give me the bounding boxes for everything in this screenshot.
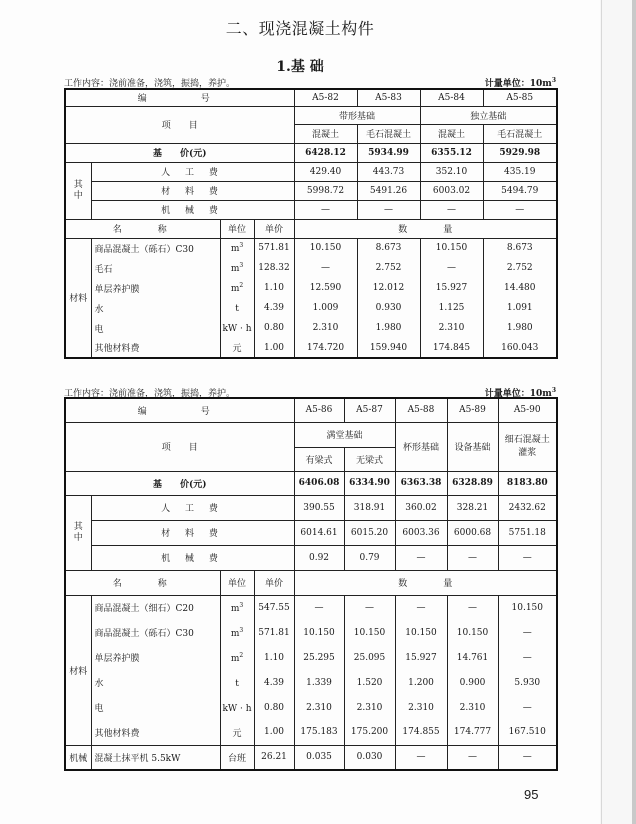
material-group-label: 机械	[65, 745, 91, 770]
quantity-cell: 8.673	[357, 238, 420, 258]
col-name-header: 名 称	[65, 219, 220, 238]
quantity-cell: —	[420, 258, 483, 278]
material-row	[65, 258, 557, 278]
material-group-label: 材料	[65, 595, 91, 745]
cost-cell: —	[395, 545, 447, 570]
cost-cell: —	[420, 200, 483, 219]
unit-text: m	[230, 653, 240, 664]
base-price-cell: 5934.99	[357, 143, 420, 162]
cost-label: 人 工 费	[91, 495, 294, 520]
col-name-header: 名 称	[65, 570, 220, 595]
cost-cell: 429.40	[294, 162, 357, 181]
material-price: 571.81	[254, 620, 294, 645]
subitem-cell: 有梁式	[294, 447, 344, 471]
unit-label: 计量单位：10m	[484, 79, 552, 89]
quantity-cell: 14.761	[447, 645, 498, 670]
quantity-cell: 1.339	[294, 670, 344, 695]
quota-table-1	[64, 88, 558, 359]
unit-text: m	[230, 628, 240, 639]
subitem-cell: 混凝土	[420, 124, 483, 143]
quantity-cell: 174.855	[395, 720, 447, 745]
unit-sup: 3	[239, 262, 244, 269]
of-which-text: 其中	[73, 521, 83, 543]
quantity-cell: 160.043	[483, 338, 557, 358]
quantity-cell: 2.310	[294, 695, 344, 720]
quantity-cell: —	[498, 695, 557, 720]
cost-cell: 6015.20	[344, 520, 395, 545]
code-cell: A5-82	[294, 89, 357, 106]
material-name: 单层养护膜	[91, 278, 220, 298]
material-row	[65, 298, 557, 318]
material-row	[65, 745, 557, 770]
cost-row	[65, 520, 557, 545]
quantity-cell: 0.900	[447, 670, 498, 695]
quantity-cell: 10.150	[420, 238, 483, 258]
material-price: 571.81	[254, 238, 294, 258]
material-unit	[220, 595, 254, 620]
quantity-cell: —	[395, 595, 447, 620]
material-unit	[220, 258, 254, 278]
quantity-cell: 2.310	[420, 318, 483, 338]
cost-row	[65, 162, 557, 181]
material-price: 4.39	[254, 298, 294, 318]
col-price-header: 单价	[254, 570, 294, 595]
code-cell: A5-90	[498, 398, 557, 422]
cost-cell: 352.10	[420, 162, 483, 181]
cost-cell: —	[483, 200, 557, 219]
cost-cell: 318.91	[344, 495, 395, 520]
cost-cell: 328.21	[447, 495, 498, 520]
base-price-cell: 5929.98	[483, 143, 557, 162]
single-item-cell: 杯形基础	[395, 422, 447, 471]
cost-cell: 443.73	[357, 162, 420, 181]
quantity-cell: 174.720	[294, 338, 357, 358]
material-price: 547.55	[254, 595, 294, 620]
code-cell: A5-88	[395, 398, 447, 422]
single-item-cell: 设备基础	[447, 422, 498, 471]
quantity-cell: 10.150	[294, 238, 357, 258]
quantity-cell: 15.927	[395, 645, 447, 670]
cost-label: 材 料 费	[91, 520, 294, 545]
quantity-cell: 10.150	[447, 620, 498, 645]
material-name: 电	[91, 695, 220, 720]
material-unit	[220, 720, 254, 745]
item-label: 项 目	[65, 422, 294, 471]
unit-sup: 3	[239, 601, 244, 609]
base-price-cell: 6334.90	[344, 471, 395, 495]
subitem-cell: 混凝土	[294, 124, 357, 143]
material-name: 水	[91, 670, 220, 695]
base-price-cell: 6428.12	[294, 143, 357, 162]
unit-sup: 2	[239, 651, 244, 659]
chapter-title: 二、现浇混凝土构件	[225, 19, 375, 38]
base-price-cell: 6406.08	[294, 471, 344, 495]
group-cell: 带形基础	[294, 106, 420, 124]
quantity-cell: 1.009	[294, 298, 357, 318]
material-name: 其他材料费	[91, 720, 220, 745]
material-name: 商品混凝土（细石）C20	[91, 595, 220, 620]
page-edge	[600, 0, 636, 824]
unit-text: m	[230, 603, 240, 614]
quantity-cell: 25.295	[294, 645, 344, 670]
material-name: 电	[91, 318, 220, 338]
subitem-cell: 无梁式	[344, 447, 395, 471]
cost-cell: —	[447, 545, 498, 570]
item-label: 项 目	[65, 106, 294, 143]
unit-sup: 3	[551, 387, 556, 394]
unit-text: kW · h	[222, 324, 252, 334]
column-header-row	[65, 219, 557, 238]
quantity-cell: 10.150	[344, 620, 395, 645]
base-price-label: 基 价(元)	[65, 471, 294, 495]
unit-sup: 3	[239, 626, 244, 634]
unit-sup: 3	[551, 77, 556, 84]
cost-cell: 5494.79	[483, 181, 557, 200]
code-label: 编 号	[65, 89, 294, 106]
quantity-cell: 174.777	[447, 720, 498, 745]
work-content: 工作内容：浇前准备，浇筑，振捣，养护。	[64, 79, 236, 89]
quantity-cell: 0.930	[357, 298, 420, 318]
code-cell: A5-85	[483, 89, 557, 106]
material-name: 水	[91, 298, 220, 318]
unit-text: m	[230, 264, 240, 274]
quantity-cell: 2.752	[483, 258, 557, 278]
material-unit	[220, 670, 254, 695]
material-name: 商品混凝土（砾石）C30	[91, 620, 220, 645]
work-content: 工作内容：浇前准备，浇筑，振捣，养护。	[64, 389, 236, 399]
group-row	[65, 106, 557, 124]
code-row	[65, 89, 557, 106]
cost-cell: —	[498, 545, 557, 570]
single-item-line: 灌浆	[518, 447, 537, 458]
unit-sup: 3	[239, 242, 244, 250]
base-price-row	[65, 471, 557, 495]
cost-cell: 5491.26	[357, 181, 420, 200]
material-price: 1.10	[254, 645, 294, 670]
code-cell: A5-84	[420, 89, 483, 106]
base-price-cell: 6355.12	[420, 143, 483, 162]
quantity-cell: 175.200	[344, 720, 395, 745]
material-name: 其他材料费	[91, 338, 220, 358]
material-unit	[220, 318, 254, 338]
cost-label: 机 械 费	[91, 200, 294, 219]
material-price: 1.10	[254, 278, 294, 298]
unit-text: m	[230, 244, 240, 255]
cost-cell: 6014.61	[294, 520, 344, 545]
material-name: 商品混凝土（砾石）C30	[91, 238, 220, 258]
code-cell: A5-86	[294, 398, 344, 422]
col-unit-header: 单位	[220, 219, 254, 238]
cost-cell: 390.55	[294, 495, 344, 520]
unit-text: kW · h	[222, 703, 252, 714]
code-label: 编 号	[65, 398, 294, 422]
quantity-cell: 12.012	[357, 278, 420, 298]
unit-sup: 2	[239, 282, 244, 289]
quantity-cell: 159.940	[357, 338, 420, 358]
quantity-cell: 0.035	[294, 745, 344, 770]
single-item-cell	[498, 422, 557, 471]
material-unit	[220, 278, 254, 298]
col-unit-header: 单位	[220, 570, 254, 595]
material-unit	[220, 695, 254, 720]
material-name: 混凝土抹平机 5.5kW	[91, 745, 220, 770]
material-price: 128.32	[254, 258, 294, 278]
material-row	[65, 645, 557, 670]
material-price: 4.39	[254, 670, 294, 695]
subitem-cell: 毛石混凝土	[357, 124, 420, 143]
quantity-cell: 2.752	[357, 258, 420, 278]
material-name: 毛石	[91, 258, 220, 278]
quantity-cell: 10.150	[294, 620, 344, 645]
material-row	[65, 278, 557, 298]
quantity-cell: —	[395, 745, 447, 770]
quota-table-2	[64, 397, 558, 771]
cost-cell: —	[294, 200, 357, 219]
cost-row	[65, 200, 557, 219]
quantity-cell: 167.510	[498, 720, 557, 745]
cost-cell: 6003.02	[420, 181, 483, 200]
group-cell: 满堂基础	[294, 422, 395, 447]
base-price-row	[65, 143, 557, 162]
group-row	[65, 422, 557, 447]
quantity-cell: 1.125	[420, 298, 483, 318]
unit-text: t	[235, 304, 239, 314]
material-price: 1.00	[254, 720, 294, 745]
material-name: 单层养护膜	[91, 645, 220, 670]
material-unit	[220, 298, 254, 318]
code-cell: A5-89	[447, 398, 498, 422]
base-price-cell: 8183.80	[498, 471, 557, 495]
material-unit	[220, 745, 254, 770]
subitem-cell: 毛石混凝土	[483, 124, 557, 143]
material-unit	[220, 645, 254, 670]
cost-cell: 435.19	[483, 162, 557, 181]
material-unit	[220, 338, 254, 358]
material-price: 0.80	[254, 318, 294, 338]
unit-text: 元	[232, 344, 242, 354]
col-qty-header: 数 量	[294, 570, 557, 595]
material-unit	[220, 620, 254, 645]
cost-cell: 5998.72	[294, 181, 357, 200]
cost-row	[65, 495, 557, 520]
col-qty-header: 数 量	[294, 219, 557, 238]
unit-text: 台班	[227, 753, 246, 764]
quantity-cell: 8.673	[483, 238, 557, 258]
quantity-cell: 2.310	[447, 695, 498, 720]
cost-cell: —	[357, 200, 420, 219]
material-row	[65, 338, 557, 358]
material-row	[65, 318, 557, 338]
code-row	[65, 398, 557, 422]
quantity-cell: 2.310	[294, 318, 357, 338]
quantity-cell: 1.980	[483, 318, 557, 338]
cost-label: 人 工 费	[91, 162, 294, 181]
cost-row	[65, 545, 557, 570]
quantity-cell: 175.183	[294, 720, 344, 745]
material-price: 26.21	[254, 745, 294, 770]
material-row	[65, 695, 557, 720]
material-row	[65, 670, 557, 695]
quantity-cell: 1.980	[357, 318, 420, 338]
base-price-cell: 6363.38	[395, 471, 447, 495]
material-group-label: 材料	[65, 238, 91, 358]
cost-label: 机 械 费	[91, 545, 294, 570]
page-number: 95	[524, 787, 539, 802]
quantity-cell: 174.845	[420, 338, 483, 358]
unit-text: t	[235, 678, 239, 689]
cost-cell: 6000.68	[447, 520, 498, 545]
cost-cell: 5751.18	[498, 520, 557, 545]
quantity-cell: 2.310	[344, 695, 395, 720]
quantity-cell: 15.927	[420, 278, 483, 298]
unit-text: 元	[232, 728, 242, 739]
cost-cell: 0.92	[294, 545, 344, 570]
cost-row	[65, 181, 557, 200]
cost-cell: 2432.62	[498, 495, 557, 520]
material-row	[65, 720, 557, 745]
material-row	[65, 620, 557, 645]
base-price-label: 基 价(元)	[65, 143, 294, 162]
col-price-header: 单价	[254, 219, 294, 238]
of-which-text: 其中	[73, 179, 83, 201]
cost-cell: 6003.36	[395, 520, 447, 545]
section-title: 1.基 础	[276, 59, 324, 75]
quantity-cell: 5.930	[498, 670, 557, 695]
quantity-cell: —	[294, 595, 344, 620]
material-unit	[220, 238, 254, 258]
quantity-cell: 25.095	[344, 645, 395, 670]
code-cell: A5-87	[344, 398, 395, 422]
group-cell: 独立基础	[420, 106, 557, 124]
cost-label: 材 料 费	[91, 181, 294, 200]
cost-cell: 0.79	[344, 545, 395, 570]
quantity-cell: 1.091	[483, 298, 557, 318]
of-which-label	[65, 495, 91, 570]
material-price: 1.00	[254, 338, 294, 358]
quantity-cell: 10.150	[498, 595, 557, 620]
material-price: 0.80	[254, 695, 294, 720]
code-cell: A5-83	[357, 89, 420, 106]
quantity-cell: 1.200	[395, 670, 447, 695]
single-item-line: 细石混凝土	[504, 434, 550, 445]
unit-label: 计量单位：10m	[484, 389, 552, 399]
quantity-cell: 1.520	[344, 670, 395, 695]
quantity-cell: 0.030	[344, 745, 395, 770]
material-row	[65, 595, 557, 620]
quantity-cell: —	[447, 745, 498, 770]
material-row	[65, 238, 557, 258]
quantity-cell: 10.150	[395, 620, 447, 645]
unit-text: m	[230, 284, 240, 294]
of-which-label	[65, 162, 91, 219]
quantity-cell: —	[498, 645, 557, 670]
cost-cell: 360.02	[395, 495, 447, 520]
base-price-cell: 6328.89	[447, 471, 498, 495]
quantity-cell: —	[498, 620, 557, 645]
quantity-cell: —	[498, 745, 557, 770]
quantity-cell: 12.590	[294, 278, 357, 298]
quantity-cell: —	[344, 595, 395, 620]
quantity-cell: —	[447, 595, 498, 620]
column-header-row	[65, 570, 557, 595]
quantity-cell: 14.480	[483, 278, 557, 298]
quantity-cell: —	[294, 258, 357, 278]
quantity-cell: 2.310	[395, 695, 447, 720]
